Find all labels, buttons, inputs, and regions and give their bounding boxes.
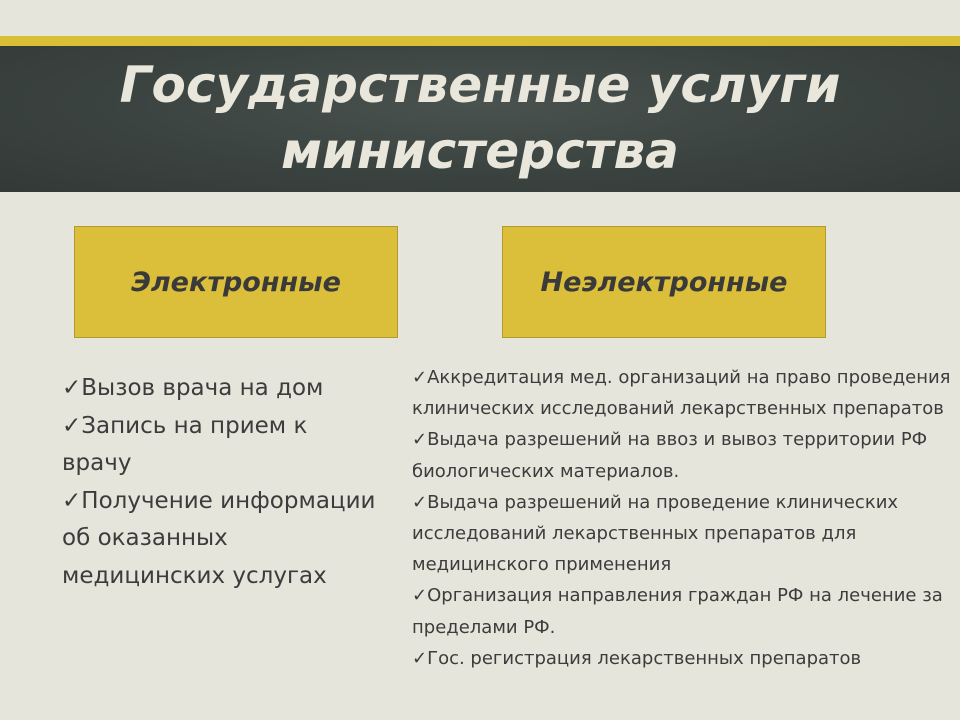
list-item: ✓Вызов врача на дом — [62, 375, 324, 401]
list-item: ✓Организация направления граждан РФ на лечение за пределами РФ. — [412, 585, 943, 638]
list-item: ✓Выдача разрешений на проведение клинических исследований лекарственных препаратов для медицинского применения — [412, 491, 899, 576]
list-item: ✓Запись на прием к врачу — [62, 412, 308, 477]
checkmark-icon: ✓ — [62, 412, 82, 439]
list-item: ✓Получение информации об оказанных медицинских услугах — [62, 487, 376, 589]
list-item: ✓Выдача разрешений на ввоз и вывоз территории РФ биологических материалов. — [412, 429, 928, 482]
category-label-non-electronic: Неэлектронные — [540, 266, 788, 298]
checkmark-icon: ✓ — [412, 491, 428, 513]
checkmark-icon: ✓ — [412, 647, 428, 669]
category-box-electronic — [74, 226, 398, 338]
non-electronic-services-list — [412, 362, 952, 674]
checkmark-icon: ✓ — [412, 429, 428, 451]
slide-title: Государственные услуги министерства — [119, 56, 841, 180]
list-item: ✓Гос. регистрация лекарственных препаратов — [412, 647, 862, 669]
category-label-electronic: Электронные — [131, 266, 341, 298]
accent-strip — [0, 36, 960, 46]
electronic-services-list — [62, 370, 382, 596]
category-box-non-electronic — [502, 226, 826, 338]
checkmark-icon: ✓ — [412, 367, 428, 388]
checkmark-icon: ✓ — [62, 375, 82, 401]
checkmark-icon: ✓ — [412, 585, 428, 607]
list-item: ✓Аккредитация мед. организаций на право проведения клинических исследований лекарственных препаратов — [412, 367, 951, 420]
checkmark-icon: ✓ — [62, 487, 82, 514]
